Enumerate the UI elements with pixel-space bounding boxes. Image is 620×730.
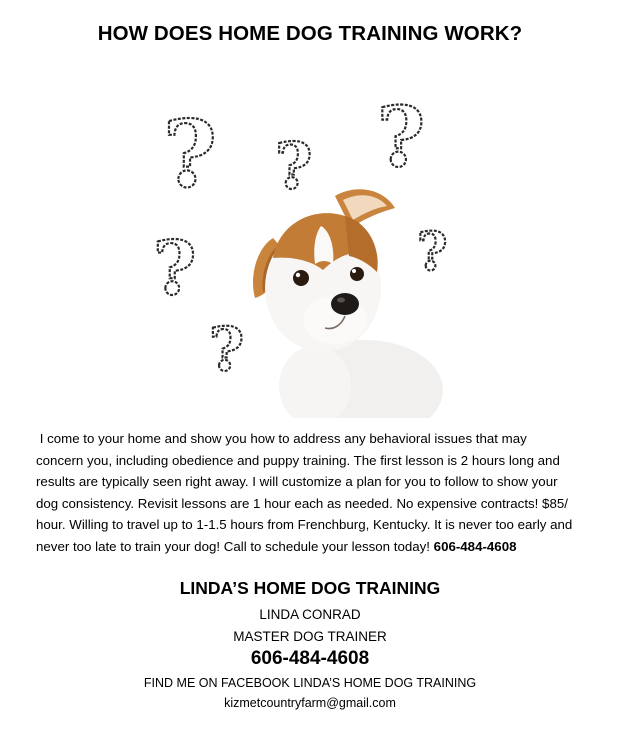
question-mark-icon: ?	[377, 90, 426, 186]
facebook-line: FIND ME ON FACEBOOK LINDA’S HOME DOG TRAINING	[143, 676, 477, 690]
page-title: HOW DOES HOME DOG TRAINING WORK?	[97, 22, 523, 45]
phone-number: 606-484-4608	[250, 648, 370, 669]
description-paragraph	[36, 428, 576, 557]
puppy-question-illustration	[145, 88, 465, 418]
question-mark-icon: ?	[209, 315, 245, 385]
description-text: I come to your home and show you how to address any behavioral issues that may concern you, including obedience and puppy training. The first lesson is 2 hours long and results are typically seen right away. I will customize a plan for you to follow to show your dog consistency. Revisit lessons are 1 hour each as needed. No expensive contracts! $85/ hour. Willing to travel up to 1-1.5 hours from Frenchburg, Kentucky. It is never too early and never too late to train your dog! Call to schedule your lesson today!	[36, 431, 573, 554]
question-mark-icon: ?	[153, 226, 197, 312]
puppy-icon	[253, 189, 443, 418]
owner-name: LINDA CONRAD	[259, 607, 361, 622]
owner-title: MASTER DOG TRAINER	[233, 629, 387, 644]
question-mark-icon: ?	[163, 100, 217, 208]
email-address: kizmetcountryfarm@gmail.com	[224, 696, 396, 710]
inline-phone-number: 606-484-4608	[433, 538, 517, 554]
question-mark-icon: ?	[275, 129, 313, 204]
puppy-illustration	[145, 88, 465, 418]
question-mark-icon: ?	[417, 222, 448, 283]
business-name: LINDA’S HOME DOG TRAINING	[179, 578, 441, 598]
